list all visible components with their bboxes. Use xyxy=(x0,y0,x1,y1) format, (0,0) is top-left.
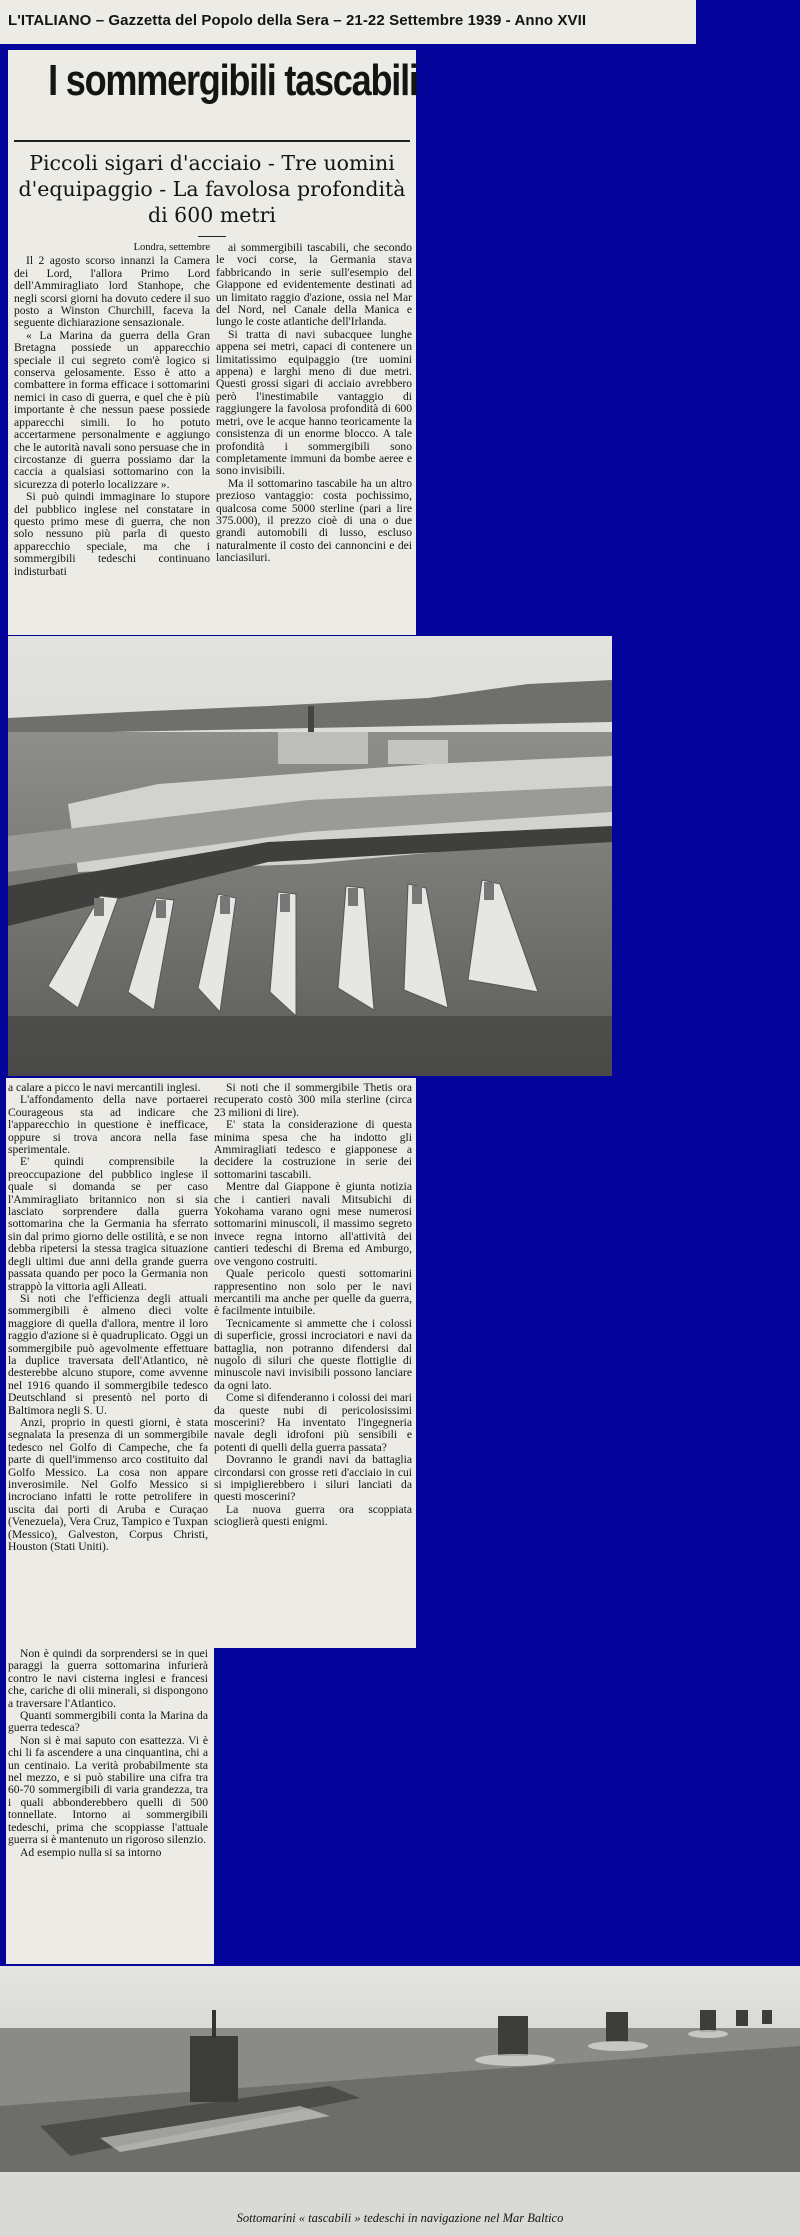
paragraph: La nuova guerra ora scoppiata scioglierà questi enigmi. xyxy=(214,1502,412,1529)
article-bottom-sheet xyxy=(6,1078,416,1648)
paragraph: Si può quindi immaginare lo stupore del pubblico inglese nel constatare in questo primo mese di guerra, che non solo nessuno più parla di questo apparecchio speciale, ma che i sommergibili tedeschi continuano indisturbati xyxy=(14,490,210,578)
column-2 xyxy=(216,242,412,565)
harbour-submarines-photo xyxy=(8,636,612,1076)
masthead-text: L'ITALIANO – Gazzetta del Popolo della Sera – 21-22 Settembre 1939 - Anno XVII xyxy=(8,12,587,29)
baltic-photo-illustration xyxy=(0,1966,800,2202)
article-continuation-sheet xyxy=(6,1646,214,1964)
article-subtitle: Piccoli sigari d'acciaio - Tre uomini d'equipaggio - La favolosa profondità di 600 metri xyxy=(18,151,406,227)
paragraph: Dovranno le grandi navi da battaglia circondarsi con grosse reti d'acciaio in cui si impiglierebbero i siluri lanciati da questi moscerini? xyxy=(214,1453,412,1504)
column-3 xyxy=(8,1082,208,1553)
byline: Londra, settembre xyxy=(133,242,210,253)
paragraph: Come si difenderanno i colossi dei mari da queste nubi di pericolosissimi moscerini? Ha inventato l'ingegneria navale degli idrofoni più sensibili e potenti di quelli della guerra passata? xyxy=(214,1391,412,1454)
paragraph: L'affondamento della nave portaerei Courageous sta ad indicare che l'apparecchio in questione è inefficace, oppure si trova ancora nella fase sperimentale. xyxy=(8,1093,208,1157)
article-top-sheet xyxy=(8,50,416,635)
paragraph: Ad esempio nulla si sa intorno xyxy=(20,1845,162,1859)
article-title: I sommergibili tascabili xyxy=(48,56,418,105)
subtitle-rule xyxy=(198,236,226,237)
paragraph: Quanti sommergibili conta la Marina da guerra tedesca? xyxy=(8,1709,208,1735)
column-4 xyxy=(214,1082,412,1529)
paragraph: ai sommergibili tascabili, che secondo le voci corse, la Germania stava fabbricando in serie sull'esempio del Giappone ed evidentemente destinati ad un limitato raggio d'azione, ossia nel Mar del Nord, nel Canale della Manica e lungo le coste atlantiche dell'Irlanda. xyxy=(216,241,412,329)
paragraph: Quale pericolo questi sottomarini rappresentino non solo per le navi mercantili ma anche per quelle da guerra, è facilmente intuibile. xyxy=(214,1267,412,1318)
paragraph: Anzi, proprio in questi giorni, è stata segnalata la presenza di un sommergibile tedesco nel Golfo di Campeche, che fa parte di quell'immenso arco costituito dal Golfo Messico. La cosa non appare inverosimile. Nel Golfo Messico si incrociano infatti le rotte petrolifere in uscita dai porti di Aruba e Curaçao (Venezuela), Vera Cruz, Tampico e Tuxpan (Messico), Galveston, Corpus Christi, Houston (Stati Uniti). xyxy=(8,1415,208,1554)
paragraph: « La Marina da guerra della Gran Bretagna possiede un apparecchio speciale il cui segreto com'è logico si conserva gelosamente. Esso è atto a combattere in forma efficace i sottomarini nemici in caso di guerra, e quel che è più importante è che nessun paese possiede apparecchi simili. Io ho potuto accertarmene personalmente e aggiungo che le autorità navali sono persuase che in circostanze di guerra possiamo dar la caccia a qualsiasi sottomarino con la sicurezza di poterlo localizzare ». xyxy=(14,328,210,491)
paragraph: Si tratta di navi subacquee lunghe appena sei metri, capaci di contenere un limitatissimo equipaggio (tre uomini appena) e larghi meno di due metri. Questi grossi sigari di acciaio avrebbero però l'inestimabile vantaggio di raggiungere la favolosa profondità di 600 metri, ove le acque hanno teoricamente la consistenza di un enorme blocco. A tale profondità i sommergibili sono completamente immuni da bombe aeree e sono invisibili. xyxy=(216,327,412,478)
column-3-continued xyxy=(8,1648,208,1859)
photo-caption: Sottomarini « tascabili » tedeschi in navigazione nel Mar Baltico xyxy=(236,2211,564,2225)
title-rule xyxy=(14,140,410,142)
paragraph: Si noti che il sommergibile Thetis ora recuperato costò 300 mila sterline (circa 23 milioni di lire). xyxy=(214,1081,412,1119)
baltic-submarines-photo xyxy=(0,1966,800,2236)
paragraph: Mentre dal Giappone è giunta notizia che i cantieri navali Mitsubichi di Yokohama varano ogni mese numerosi sottomarini minuscoli, il massimo segreto invece regna intorno all'attività dei cantieri tedeschi di Brema ed Amburgo, ove vengono costruiti. xyxy=(214,1180,412,1268)
masthead xyxy=(0,0,696,44)
paragraph: Ma il sottomarino tascabile ha un altro prezioso vantaggio: costa pochissimo, qualcosa come 5000 sterline (pari a lire 375.000), il prezzo cioè di una o due grandi automobili di lusso, escluso naturalmente il costo dei cannoncini e dei lanciasiluri. xyxy=(216,476,412,565)
paragraph: Il 2 agosto scorso innanzi la Camera dei Lord, l'allora Primo Lord dell'Ammiragliato lord Stanhope, che negli scorsi giorni ha dovuto cedere il suo posto a Winston Churchill, faceva la seguente dichiarazione sensazionale. xyxy=(14,254,210,330)
paragraph: Non è quindi da sorprendersi se in quei paraggi la guerra sottomarina infurierà contro le navi cisterna inglesi e francesi che, cariche di olii minerali, si dispongono a traversare l'Atlantico. xyxy=(8,1647,208,1710)
paragraph: Non si è mai saputo con esattezza. Vi è chi li fa ascendere a una cinquantina, chi a un centinaio. La verità probabilmente sta nel mezzo, e si può stabilire una cifra tra 60-70 sommergibili di varia grandezza, tra i quali abbonderebbero quelli di 500 tonnellate. Intorno ai sommergibili tedeschi, prima che scoppiasse l'attuale guerra si è mantenuto un rigoroso silenzio. xyxy=(8,1733,208,1847)
paragraph: Si noti che l'efficienza degli attuali sommergibili è almeno dieci volte maggiore di quella d'allora, mentre il loro raggio d'azione si è quadruplicato. Oggi un sommergibile può agevolmente effettuare la duplice traversata dell'Atlantico, nè desterebbe alcuno stupore, come avvenne nel 1916 quando il sommergibile tedesco Deutschland si presentò nel porto di Baltimora negli S. U. xyxy=(8,1291,208,1417)
column-1 xyxy=(14,242,210,578)
paragraph: E' quindi comprensibile la preoccupazione del pubblico inglese il quale si domanda se per caso l'Ammiragliato britannico non si sia lasciato sorprendere dalla guerra sottomarina che la Germania ha sferrato sin dal primo giorno delle ostilità, e se non debba ripetersi la stessa tragica situazione degli ultimi due anni della grande guerra passata quando per poco la Germania non strappò la vittoria agli Alleati. xyxy=(8,1155,208,1293)
harbour-photo-illustration xyxy=(8,636,612,1076)
paragraph: a calare a picco le navi mercantili inglesi. xyxy=(8,1081,201,1094)
paragraph: Tecnicamente si ammette che i colossi di superficie, grossi incrociatori e navi da battaglia, non potranno difendersi dal nugolo di siluri che queste flottiglie di minuscole navi invisibili possono lanciare da ogni lato. xyxy=(214,1316,412,1392)
paragraph: E' stata la considerazione di questa minima spesa che ha indotto gli Ammiragliati tedesco e giapponese a decidere la costruzione in serie dei sottomarini tascabili. xyxy=(214,1118,412,1181)
